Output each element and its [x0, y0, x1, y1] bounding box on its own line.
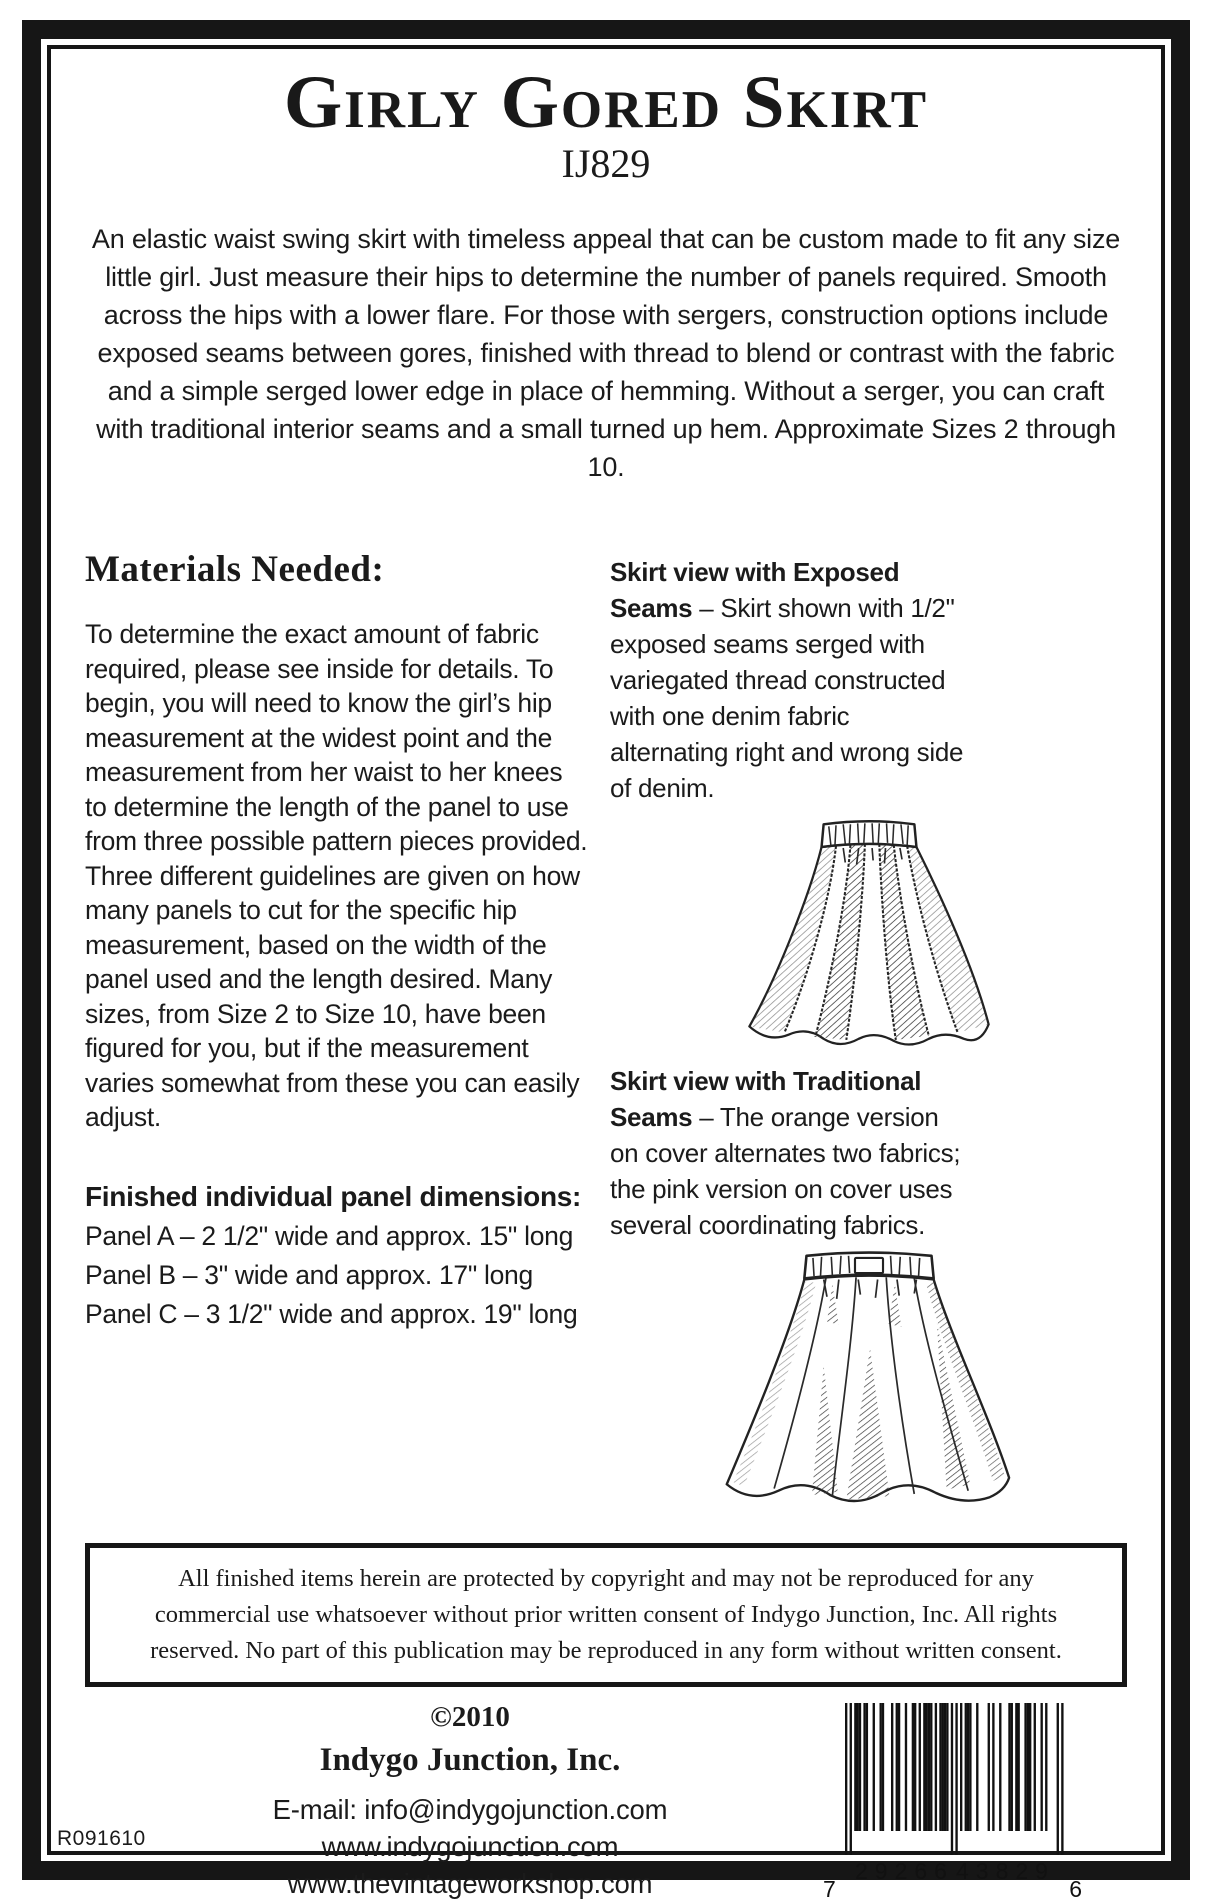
barcode — [823, 1703, 1083, 1902]
copyright-year: ©2010 — [430, 1700, 510, 1733]
barcode-bars — [845, 1703, 1064, 1855]
copyright-notice-text: All finished items herein are protected by copyright and may not be reproduced for any commercial use whatsoever without prior written consent of Indygo Junction, Inc. All rights reserved. No part of this publication may be reproduced in any form without written consent. — [150, 1564, 1062, 1664]
traditional-seams-view-heading: Skirt view with Traditional Seams — [610, 1066, 922, 1133]
traditional-seams-view-description: – The orange version on cover alternates two fabrics; the pink version on cover uses several coordinating fabrics. — [610, 1102, 961, 1241]
skirt-views-column — [590, 548, 1127, 1515]
traditional-seams-view-text — [610, 1063, 966, 1243]
intro-paragraph: An elastic waist swing skirt with timeless appeal that can be custom made to fit any size little girl. Just measure their hips to determine the number of panels required. Smooth across the hips with a lower flare. For those with sergers, construction options include exposed seams between gores, finished with thread to blend or contrast with the fabric and a simple serged lower edge in place of hemming. Without a serger, you can craft with traditional interior seams and a small turned up hem. Approximate Sizes 2 through 10. — [91, 224, 1121, 482]
outer-border-frame — [22, 20, 1190, 1902]
website-2: www.thevintageworkshop.com — [287, 1867, 653, 1899]
exposed-seams-view-text — [610, 554, 966, 806]
exposed-seams-skirt-illustration — [704, 814, 1034, 1053]
panel-dimensions-heading: Finished individual panel dimensions: — [85, 1180, 582, 1212]
materials-column — [85, 548, 590, 1515]
panel-dimension-a: Panel A – 2 1/2" wide and approx. 15" long — [85, 1220, 574, 1251]
panel-dimension-b: Panel B – 3" wide and approx. 17" long — [85, 1259, 533, 1290]
publisher-block — [85, 1701, 855, 1902]
copyright-notice-box — [85, 1543, 1127, 1687]
materials-heading: Materials Needed: — [85, 549, 385, 590]
traditional-seams-skirt-illustration — [675, 1245, 1063, 1514]
footer — [85, 1701, 1127, 1901]
two-column-section — [85, 548, 1127, 1515]
inner-border-frame — [47, 45, 1165, 1902]
exposed-seams-view-heading: Skirt view with Exposed Seams — [610, 557, 900, 623]
panel-dimension-c: Panel C – 3 1/2" wide and approx. 19" long — [85, 1298, 578, 1329]
barcode-digit-left: 7 — [823, 1875, 837, 1902]
barcode-digits-group-right: 43829 — [956, 1857, 1055, 1884]
page-title: Girly Gored Skirt — [283, 61, 929, 144]
product-code: R091610 — [57, 1827, 146, 1850]
materials-body: To determine the exact amount of fabric required, please see inside for details. To begin, you will need to know the girl’s hip measurement at the widest point and the measurement from her waist to her knees to determine the length of the panel to use from three possible pattern pieces provided. Three different guidelines are given on how many panels to cut for the specific hip measurement, based on the width of the panel used and the length desired. Many sizes, from Size 2 to Size 10, have been figured for you, but if the measurement varies somewhat from these you can easily adjust. — [85, 619, 588, 1132]
website-1: www.indygojunction.com — [321, 1830, 619, 1862]
email-line: E-mail: info@indygojunction.com — [272, 1793, 668, 1825]
company-name: Indygo Junction, Inc. — [319, 1741, 621, 1778]
pattern-number: IJ829 — [561, 141, 651, 186]
barcode-digit-right: 6 — [1069, 1875, 1083, 1902]
exposed-seams-view-description: – Skirt shown with 1/2" exposed seams serged with variegated thread constructed with one denim fabric alternating right and wrong side of denim. — [610, 593, 964, 803]
barcode-digits-group-left: 29266 — [855, 1857, 954, 1884]
